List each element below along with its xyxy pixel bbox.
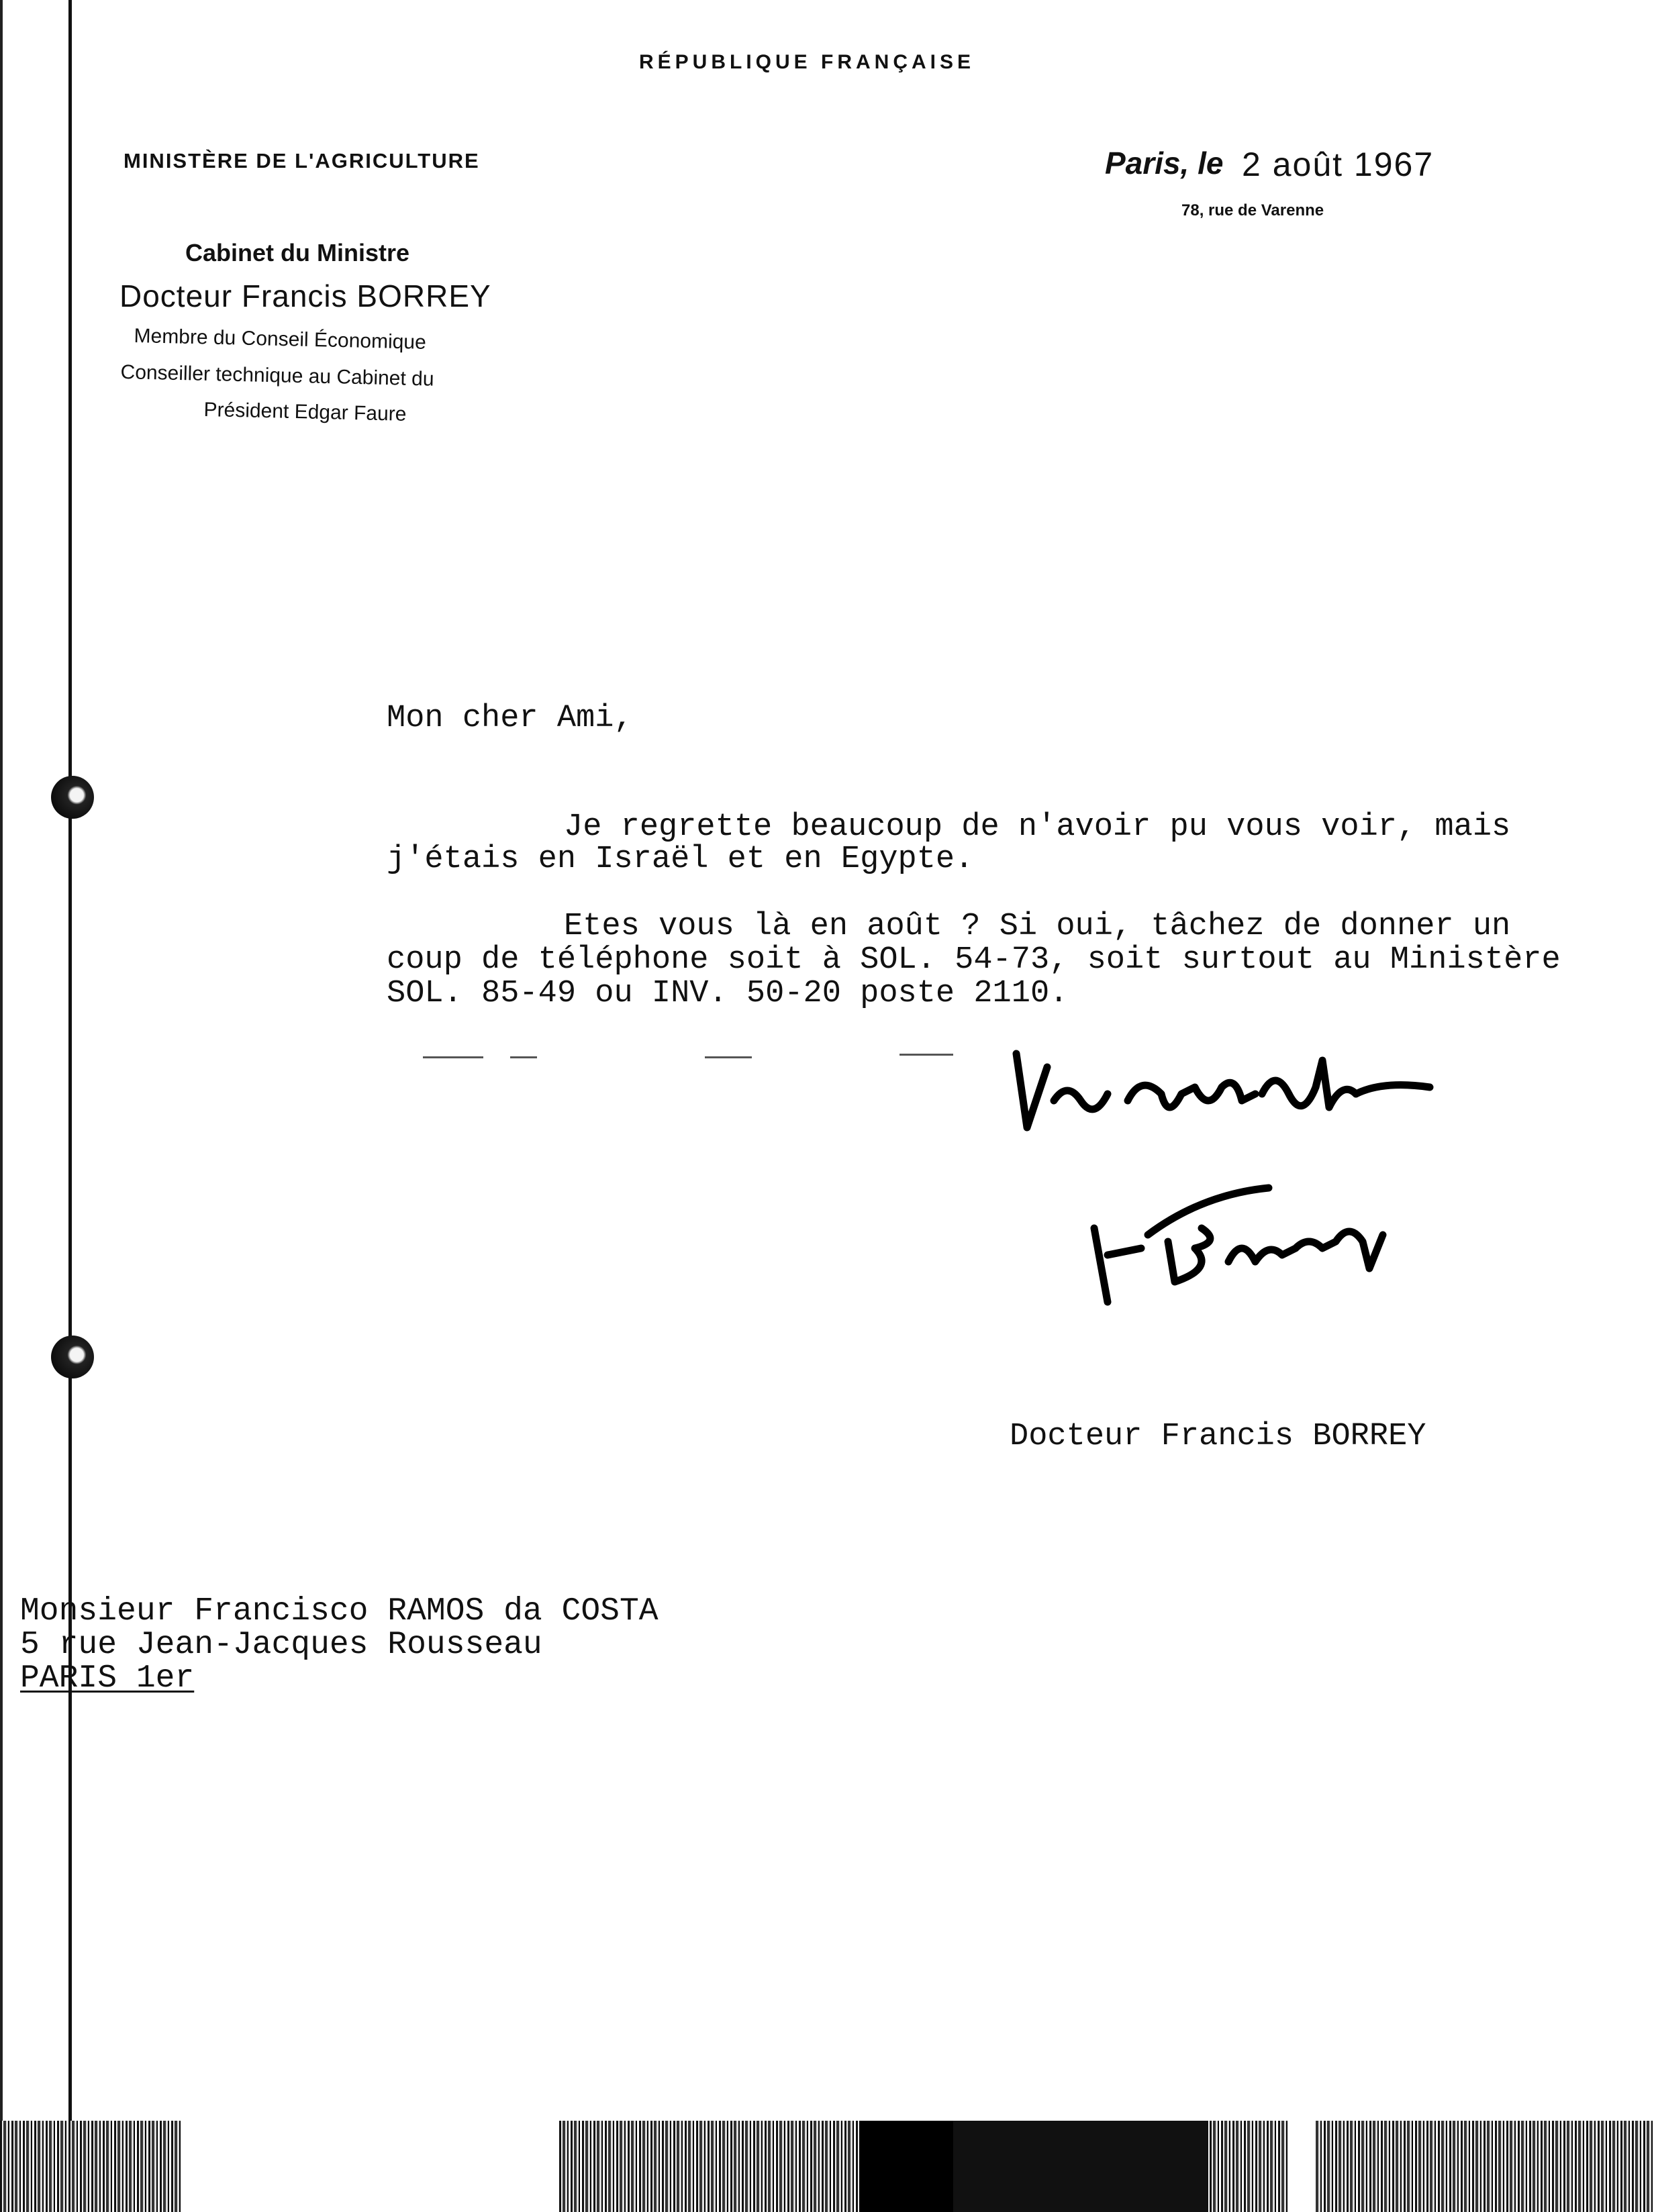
paragraph-1-line-2: j'étais en Israël et en Egypte. [387,842,974,877]
punch-hole-bottom [51,1336,94,1378]
page-edge-line [0,0,3,2212]
handwritten-closing [1007,1027,1437,1148]
cabinet-name: Docteur Francis BORREY [119,279,491,313]
scan-mark [423,1056,483,1058]
scan-mark [510,1056,537,1058]
recipient-line-3: PARIS 1er [20,1660,195,1697]
binding-line [68,0,72,2212]
letterhead-address: 78, rue de Varenne [1181,201,1324,219]
handwritten-signature [1067,1168,1416,1315]
paragraph-2-line-2: coup de téléphone soit à SOL. 54-73, soit surtout au Ministère [387,942,1561,978]
letter-greeting: Mon cher Ami, [387,701,633,736]
scan-artifact-strip [0,2121,1654,2212]
paragraph-2-line-1: Etes vous là en août ? Si oui, tâchez de donner un [564,909,1511,944]
cabinet-line-1: Membre du Conseil Économique [134,325,427,354]
punch-hole-top [51,776,94,819]
letterhead-ministere: MINISTÈRE DE L'AGRICULTURE [124,149,480,172]
cabinet-line-3: Président Edgar Faure [203,399,407,425]
letter-date: 2 août 1967 [1242,146,1434,183]
cabinet-title: Cabinet du Ministre [185,239,410,266]
cabinet-line-2: Conseiller technique au Cabinet du [120,361,434,391]
recipient-line-2: 5 rue Jean-Jacques Rousseau [20,1627,542,1663]
paragraph-2-line-3: SOL. 85-49 ou INV. 50-20 poste 2110. [387,976,1069,1011]
letter-place: Paris, le [1105,146,1224,181]
paragraph-1-line-1: Je regrette beaucoup de n'avoir pu vous voir, mais [564,809,1511,845]
scan-mark [899,1054,953,1056]
letterhead-republique: RÉPUBLIQUE FRANÇAISE [639,51,975,73]
scan-mark [705,1056,752,1058]
signature-name: Docteur Francis BORREY [1010,1419,1426,1454]
recipient-line-1: Monsieur Francisco RAMOS da COSTA [20,1593,659,1629]
